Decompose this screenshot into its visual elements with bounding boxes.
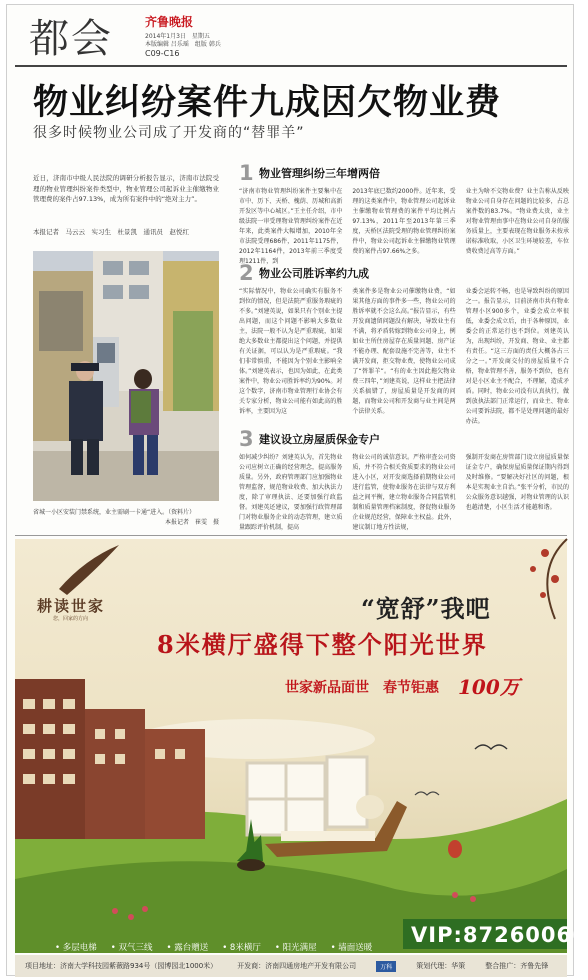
publication-date: 2014年1月3日 星期五 [145, 33, 210, 40]
section-text: 如何减少纠纷？刘建英认为，首先物业公司应树立正确的经营理念，提高服务质量。另外，政府管理部门应加强物业管理监督，规范物业收费、加大执法力度，除了审理执法、还要加强行政监督。刘建英还建议，要加强行政管理部门对物业服务企业的动态管理，建立质量跟踪评价机制，提高 [239, 454, 343, 531]
ad-feature: • 8米横厅 [222, 941, 261, 953]
section-text: 业委会运转不畅，也是导致纠纷的原因之一。报告显示，目前济南市共有物业管理小区900多个，业委会成立率很低，业委会成立后，由于各种原因，业委会的正常运行也不到位。刘建英认为，出现纠纷，开发商、物业、业主都有责任。“这三方面的责任大概各占三分之一。”开发商交付的房屋质量不合格，物业管理不善，服务不到位，也有对是小区业主不配合，不理解，造成矛盾。同时，物业公司没有认真执行，做到放执法部门正常运行，而业主、物业公司要诉法院，都不是处理问题的最好办法。 [465, 288, 569, 425]
page-range: C09-C16 [145, 49, 180, 58]
section-text: 强制开发商在房管部门设立房屋质量保证金专户，确保房屋质量保证期内得到及时维修。“要解决好社区的问题，根本是实现业主自治。”张平分析，市民的公众服务意识越强，对物业管理的认识也越清楚，小区生活才能越和谐。 [465, 454, 569, 511]
agency-name: 策划代理：华策 [416, 962, 466, 970]
ad-slogan-primary: “宽舒”我吧 [361, 594, 491, 623]
ad-feature-list [55, 941, 372, 953]
gate-guard-photo [33, 251, 219, 501]
masthead [15, 7, 567, 62]
section-3 [239, 429, 569, 533]
ad-feature: • 阳光满屋 [275, 941, 317, 953]
ad-brand-logo: 耕读世家 [37, 597, 106, 615]
subhead: 很多时候物业公司成了开发商的“替罪羊” [33, 125, 305, 141]
ad-feature: • 墙面送暖 [331, 941, 373, 953]
section-text: 物业公司的诚信意识。严格审查公司资质，并不符合相关资质要求的物业公司进入小区，对开发商选择前期物业公司进行监管，使物业服务在法律与双方利益之间平衡，建立物业服务合同监管机制和质量管理档案制度，督促物业服务企业规范经营，保障业主权益。此外，建议制订地方性法规， [352, 454, 456, 531]
top-rule [15, 65, 567, 67]
ad-promo-text: 世家新品面世 春节钜惠 [285, 680, 439, 696]
photo-credit: 本报记者 崔雯 摄 [164, 519, 219, 526]
section-name: 都会 [29, 16, 113, 62]
real-estate-ad [15, 539, 588, 953]
section-text: “济南市物业管理纠纷案件主要集中在市中、历下、天桥、槐荫、历城和高新开发区等中心城区。”王主任介绍，市中级法院一审受理物业管理纠纷案件在近年来，此类案件大幅增加，2010年全市法院受理686件，2011年1175件，2012年1164件，2013年前三季度受理1211件，到 [239, 188, 343, 265]
news-photo [33, 251, 219, 501]
section-title: 物业公司胜诉率约九成 [259, 267, 369, 280]
section-number: 2 [239, 261, 254, 285]
section-title: 物业管理纠纷三年增两倍 [259, 167, 380, 180]
ad-slogan-secondary: 8米横厅盛得下整个阳光世界 [157, 630, 488, 659]
section-text: “实际情况中，物业公司确实有服务不到位的情况，但是法院严重服务瑕疵的不多。”刘建英说，如果只有个别业主提出问题，而这个问题不影响大多数业主，法院一般不认为是严重瑕疵，如果绝大多数业主都提出这个问题，并提供有关证据，可以认为是严重瑕疵。“我们非常慎重，不能因为个别业主影响全体。”刘建英表示，也因为如此，在此类案件中，物业公司胜诉率约为90%。对这个数字，济南市物业管理行业协会有关专家分析，物业公司能有如此高的胜诉率，主要因为这 [239, 288, 343, 415]
section-1 [239, 161, 569, 265]
paper-name: 齐鲁晚报 [145, 15, 194, 29]
headline: 物业纠纷案件九成因欠物业费 [33, 83, 502, 123]
ad-promo-badge: 100万 [458, 675, 520, 699]
section-2 [239, 261, 569, 425]
section-text: 类案件多是物业公司催缴物业费，“如果其他方面的事件多一些，物业公司的胜诉率就不会这么高。”报告显示，有些开发商遗留问题没有解决，导致业主有不满，将矛盾转嫁到物业公司身上，例如业主所住房屋存在质量问题、房产证不能办理、配套设施不完善等，业主不满开发商，拒交物业费，使物业公司成了“替罪羊”。“有的业主因此拖欠物业费三四年，”刘建英说，这样业主把法律关系搞错了，房屋质量是开发商的问题，而物业公司和开发商与业主间是两个法律关系。 [352, 288, 456, 415]
article-lead: 近日，济南市中级人民法院的调研分析报告显示，济南市法院受理的物业管理纠纷案件类型中，物业管理公司起诉业主催缴物业管理费的案件占97.13%，成为所有案件中的“绝对主力”。 [33, 174, 219, 203]
section-number: 1 [239, 161, 254, 185]
section-title: 建议设立房屋质保金专户 [259, 433, 380, 446]
ad-footer [15, 955, 567, 977]
newspaper-page [6, 4, 588, 976]
section-number: 3 [239, 427, 254, 451]
byline: 本报记者 马云云 实习生 杜景凯 通讯员 赵悦红 [33, 228, 189, 236]
section-text: 业主为啥不交物业费？业主告称从反映物业公司自身存在问题的比较多，占总案件数的83.7%。“物业费太贵，业主对物业管理由事中在物业公司自身的服务质量上，主要表现在物业服务未按承诺标准收取，小区卫生环境较差，车位费收费过高等方面。” [465, 188, 569, 255]
project-address: 项目地址：济南大学科技园紫薇路934号（园博园北1000米） [25, 962, 218, 970]
ad-brand-tagline: 您，回家的方向 [53, 616, 89, 622]
ad-feature: • 多层电梯 [55, 941, 97, 953]
developer-name: 开发商：济南四通房地产开发有限公司 [237, 962, 357, 970]
ad-divider [15, 535, 567, 536]
photo-caption: 省城一小区安装门禁系统，业主需刷一卡通“进入。（资料片） [33, 509, 196, 516]
ad-feature: • 双气三线 [111, 941, 153, 953]
ad-feature: • 露台赠送 [166, 941, 208, 953]
editor-info: 本版编辑 吕乐瑶 组版 韩兵 [145, 41, 221, 48]
section-text: 2013年底已数约2000件。近年来，受理的这类案件中，物业管理公司起诉业主催缴物业管理费的案件平均比例占97.13%，2011年至2013年第三季度，天桥区法院受理的物业管理纠纷案件中，物业公司起诉业主催缴物业管理费的案件占97.66%之多。 [352, 188, 456, 255]
media-partner: 整合推广：齐鲁先锋 [485, 962, 549, 970]
partner-badge: 万科 [376, 961, 396, 972]
ad-phone-number: VIP:87260066 [411, 923, 588, 947]
